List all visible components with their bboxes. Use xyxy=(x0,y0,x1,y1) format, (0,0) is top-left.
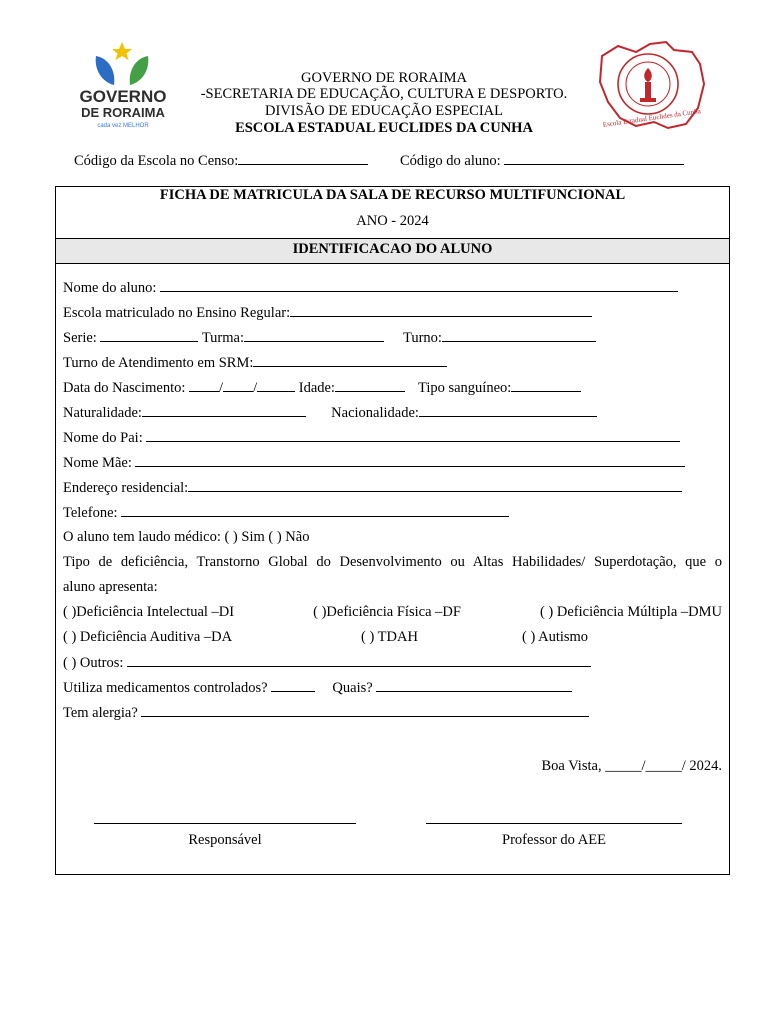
endereco-label: Endereço residencial: xyxy=(63,480,189,496)
tipo-sanguineo-label: Tipo sanguíneo: xyxy=(417,380,512,396)
gov-logo-text-3: cada vez MELHOR xyxy=(97,123,149,129)
censo-label: Código da Escola no Censo: xyxy=(74,153,239,169)
data-dia-field[interactable] xyxy=(189,379,219,392)
tdah-option[interactable]: ( ) TDAH xyxy=(361,629,418,645)
def-multipla-option[interactable]: ( ) Deficiência Múltipla –DMU xyxy=(539,604,722,620)
turno-field[interactable] xyxy=(442,329,596,342)
row-endereco xyxy=(63,479,682,497)
idade-field[interactable] xyxy=(335,379,405,392)
school-logo xyxy=(596,38,708,132)
alergia-field[interactable] xyxy=(141,704,589,717)
telefone-field[interactable] xyxy=(121,504,509,517)
outros-label[interactable]: ( ) Outros: xyxy=(63,655,124,671)
header-divisao: DIVISÃO DE EDUCAÇÃO ESPECIAL xyxy=(264,103,504,119)
form-title: FICHA DE MATRICULA DA SALA DE RECURSO MULTIFUNCIONAL xyxy=(159,187,626,203)
laudo-medico-question[interactable]: O aluno tem laudo médico: ( ) Sim ( ) Não xyxy=(63,529,310,545)
row-nome-aluno xyxy=(63,279,678,297)
row-nome-pai xyxy=(63,429,680,447)
torch-icon xyxy=(644,68,652,82)
row-deficiencias-1 xyxy=(63,604,722,621)
section-title: IDENTIFICACAO DO ALUNO xyxy=(56,238,729,264)
turno-label: Turno: xyxy=(403,330,442,346)
def-fisica-option[interactable]: ( )Deficiência Física –DF xyxy=(313,604,461,620)
naturalidade-label: Naturalidade: xyxy=(63,405,142,421)
tipo-deficiencia-text-1 xyxy=(63,554,722,571)
professor-signature-line[interactable] xyxy=(426,823,682,824)
governo-de-roraima-logo xyxy=(74,40,174,134)
def-auditiva-option[interactable]: ( ) Deficiência Auditiva –DA xyxy=(63,629,233,645)
professor-label: Professor do AEE xyxy=(502,832,606,848)
data-mes-field[interactable] xyxy=(223,379,253,392)
alergia-label: Tem alergia? xyxy=(63,705,138,721)
autismo-option[interactable]: ( ) Autismo xyxy=(522,629,589,645)
row-medicamentos xyxy=(63,679,572,697)
nome-aluno-label: Nome do aluno: xyxy=(63,280,157,296)
tipo-deficiencia-text-2: aluno apresenta: xyxy=(63,579,158,595)
nome-mae-field[interactable] xyxy=(135,454,685,467)
leaf-left-icon xyxy=(96,56,115,85)
school-logo-text: Escola Estadual Euclides da Cunha xyxy=(602,107,702,129)
quais-field[interactable] xyxy=(376,679,572,692)
serie-field[interactable] xyxy=(100,329,198,342)
form-box xyxy=(55,186,730,875)
nome-pai-field[interactable] xyxy=(146,429,680,442)
medicamentos-field[interactable] xyxy=(271,679,315,692)
responsavel-label: Responsável xyxy=(188,832,262,848)
codes-line xyxy=(74,152,684,170)
endereco-field[interactable] xyxy=(188,479,682,492)
gov-logo-text-2: DE RORAIMA xyxy=(81,105,165,120)
data-ano-field[interactable] xyxy=(257,379,295,392)
turma-label: Turma: xyxy=(201,330,244,346)
nome-mae-label: Nome Mãe: xyxy=(63,455,132,471)
data-nascimento-label: Data do Nascimento: xyxy=(63,380,186,396)
aluno-code-label: Código do aluno: xyxy=(399,153,501,169)
outros-field[interactable] xyxy=(127,654,591,667)
idade-label: Idade: xyxy=(298,380,335,396)
gov-logo-text-1: GOVERNO xyxy=(79,87,167,106)
row-nome-mae xyxy=(63,454,685,472)
nome-pai-label: Nome do Pai: xyxy=(63,430,143,446)
medicamentos-label: Utiliza medicamentos controlados? xyxy=(63,680,268,696)
def-intelectual-option[interactable]: ( )Deficiência Intelectual –DI xyxy=(63,604,235,620)
escola-label: Escola matriculado no Ensino Regular: xyxy=(63,305,291,321)
telefone-label: Telefone: xyxy=(63,505,118,521)
aluno-code-field[interactable] xyxy=(504,152,684,165)
row-outros xyxy=(63,654,591,672)
tipo-deficiencia-line-1: Tipo de deficiência, Transtorno Global do Desenvolvimento ou Altas Habilidades/ Superdotação, que o xyxy=(63,554,722,570)
header-escola: ESCOLA ESTADUAL EUCLIDES DA CUNHA xyxy=(235,120,533,136)
row-telefone xyxy=(63,504,509,522)
naturalidade-field[interactable] xyxy=(142,404,306,417)
leaf-right-icon xyxy=(130,56,149,85)
quais-label: Quais? xyxy=(332,680,373,696)
header-secretaria: -SECRETARIA DE EDUCAÇÃO, CULTURA E DESPORTO. xyxy=(200,86,568,102)
escola-field[interactable] xyxy=(290,304,592,317)
form-year: ANO - 2024 xyxy=(356,213,429,229)
nome-aluno-field[interactable] xyxy=(160,279,678,292)
nacionalidade-field[interactable] xyxy=(419,404,597,417)
nacionalidade-label: Nacionalidade: xyxy=(331,405,419,421)
star-icon xyxy=(112,42,132,60)
turno-atendimento-field[interactable] xyxy=(253,354,447,367)
turno-atendimento-label: Turno de Atendimento em SRM: xyxy=(63,355,254,371)
tipo-sanguineo-field[interactable] xyxy=(511,379,581,392)
local-data[interactable]: Boa Vista, _____/_____/ 2024. xyxy=(541,758,722,774)
row-turno-atendimento xyxy=(63,354,447,372)
serie-label: Serie: xyxy=(63,330,97,346)
responsavel-signature-line[interactable] xyxy=(94,823,356,824)
row-alergia xyxy=(63,704,589,722)
row-serie xyxy=(63,329,596,347)
header-government: GOVERNO DE RORAIMA xyxy=(301,70,467,86)
row-escola xyxy=(63,304,592,322)
censo-field[interactable] xyxy=(238,152,368,165)
row-deficiencias-2 xyxy=(63,629,232,646)
turma-field[interactable] xyxy=(244,329,384,342)
row-naturalidade xyxy=(63,404,597,422)
row-data-nascimento: Data do Nascimento: / / Idade: Tipo sanguíneo: xyxy=(63,379,581,397)
